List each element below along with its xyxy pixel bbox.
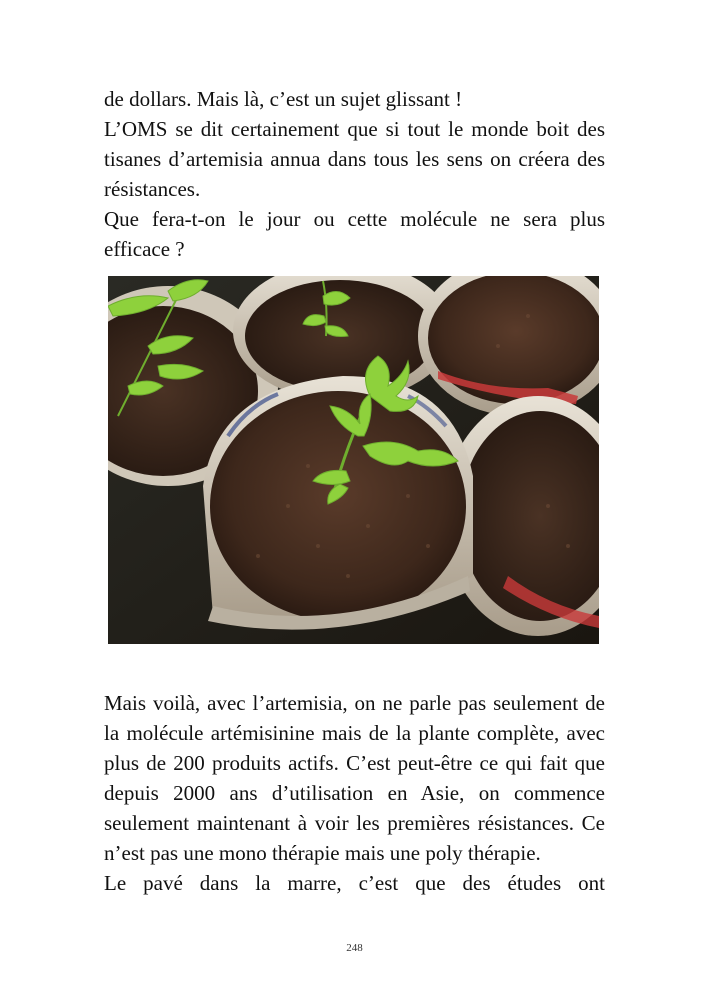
paragraph: Que fera-t-on le jour ou cette molécule ne sera plus efficace ? [104, 207, 605, 261]
paragraph: de dollars. Mais là, c’est un sujet glissant ! [104, 87, 463, 111]
paragraph: L’OMS se dit certainement que si tout le monde boit des tisanes d’artemisia annua dans tous les sens on créera des résistances. [104, 117, 605, 201]
paragraph: Le pavé dans la marre, c’est que des études ont [104, 871, 605, 895]
page-number: 248 [346, 942, 363, 954]
paragraph: Mais voilà, avec l’artemisia, on ne parle pas seulement de la molécule artémisinine mais de la plante complète, avec plus de 200 produits actifs. C’est peut-être ce qui fait que depuis 2000 ans d’utilisation en Asie, on commence seulement maintenant à voir les premières résistances. Ce n’est pas une mono thérapie mais une poly thérapie. [104, 691, 605, 865]
text-block-bottom [104, 688, 605, 898]
text-block-top [104, 84, 605, 264]
artemisia-seedling-photo [108, 276, 599, 644]
